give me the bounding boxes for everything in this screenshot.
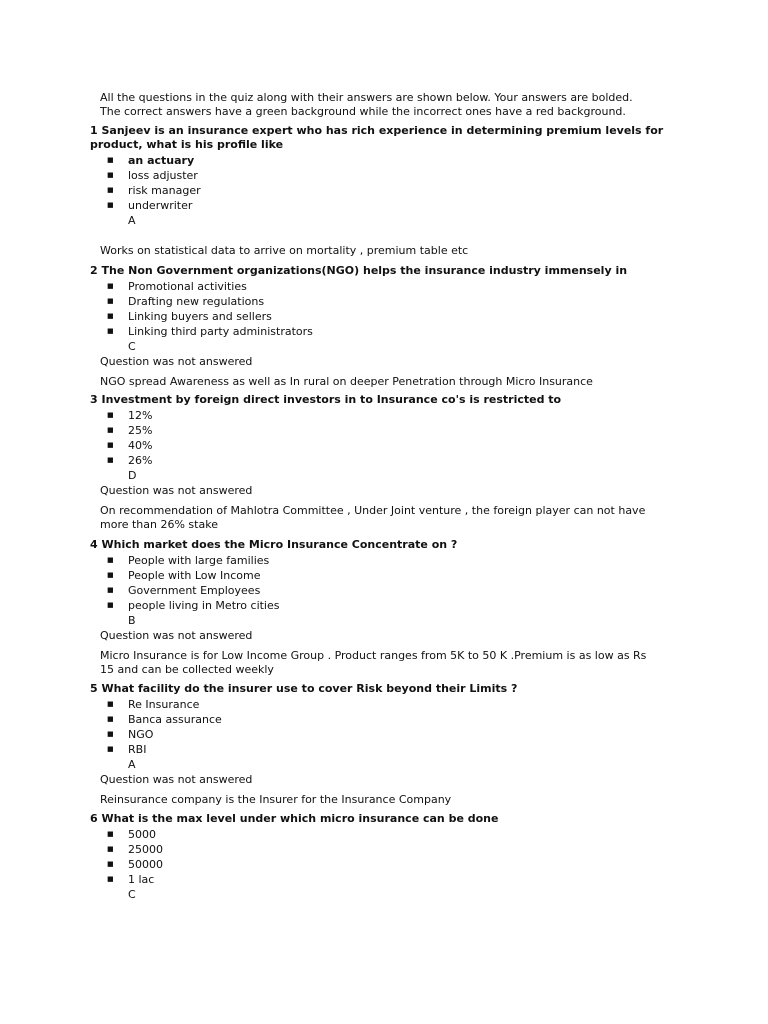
option-label: Banca assurance	[128, 713, 222, 726]
option-b	[90, 423, 690, 438]
bullet-icon: ■	[107, 571, 114, 579]
option-d	[90, 742, 690, 757]
options-list	[90, 697, 690, 757]
bullet-icon: ■	[107, 456, 114, 464]
bullet-icon: ■	[107, 601, 114, 609]
correct-answer: A	[128, 758, 136, 771]
correct-answer: B	[128, 614, 136, 627]
option-b	[90, 168, 690, 183]
question-title	[90, 812, 690, 826]
correct-answer: C	[128, 340, 136, 353]
correct-answer: D	[128, 469, 137, 482]
option-c	[90, 438, 690, 453]
option-c	[90, 583, 690, 598]
options-list	[90, 408, 690, 468]
option-a	[90, 153, 690, 168]
explanation-line: 15 and can be collected weekly	[100, 663, 274, 676]
question-title	[90, 264, 690, 278]
explanation-line: more than 26% stake	[100, 518, 218, 531]
correct-answer: C	[128, 888, 136, 901]
options-list	[90, 279, 690, 339]
option-label: people living in Metro cities	[128, 599, 280, 612]
option-a	[90, 279, 690, 294]
explanation-line: On recommendation of Mahlotra Committee , Under Joint venture , the foreign player can not have	[100, 504, 646, 517]
option-a	[90, 697, 690, 712]
option-b	[90, 294, 690, 309]
answer-status: Question was not answered	[100, 629, 253, 642]
bullet-icon: ■	[107, 556, 114, 564]
question-1	[90, 124, 690, 258]
option-label: Drafting new regulations	[128, 295, 265, 308]
option-label: risk manager	[128, 184, 201, 197]
option-d	[90, 872, 690, 887]
explanation: Reinsurance company is the Insurer for the Insurance Company	[100, 793, 452, 806]
bullet-icon: ■	[107, 700, 114, 708]
option-label: 50000	[128, 858, 163, 871]
correct-answer: A	[128, 214, 136, 227]
bullet-icon: ■	[107, 411, 114, 419]
explanation: NGO spread Awareness as well as In rural on deeper Penetration through Micro Insurance	[100, 375, 593, 388]
option-label: People with large families	[128, 554, 270, 567]
question-6	[90, 812, 690, 902]
option-label: 25%	[128, 424, 153, 437]
bullet-icon: ■	[107, 171, 114, 179]
options-list	[90, 153, 690, 213]
option-label: 25000	[128, 843, 163, 856]
bullet-icon: ■	[107, 312, 114, 320]
bullet-icon: ■	[107, 745, 114, 753]
option-c	[90, 857, 690, 872]
option-label: Linking buyers and sellers	[128, 310, 272, 323]
option-label: loss adjuster	[128, 169, 198, 182]
option-label: 40%	[128, 439, 153, 452]
bullet-icon: ■	[107, 201, 114, 209]
question-title-line: product, what is his profile like	[90, 138, 284, 151]
answer-status: Question was not answered	[100, 355, 253, 368]
option-label: RBI	[128, 743, 147, 756]
bullet-icon: ■	[107, 830, 114, 838]
question-2	[90, 264, 690, 389]
options-list	[90, 827, 690, 887]
bullet-icon: ■	[107, 730, 114, 738]
options-list	[90, 553, 690, 613]
option-a	[90, 408, 690, 423]
option-d	[90, 453, 690, 468]
question-title	[90, 393, 690, 407]
explanation	[90, 649, 690, 677]
option-c	[90, 309, 690, 324]
option-label: 26%	[128, 454, 153, 467]
bullet-icon: ■	[107, 860, 114, 868]
answer-status: Question was not answered	[100, 484, 253, 497]
option-d	[90, 598, 690, 613]
option-label: an actuary	[128, 154, 195, 167]
option-c	[90, 727, 690, 742]
option-label: Re Insurance	[128, 698, 200, 711]
question-title	[90, 124, 690, 152]
intro-line-2: The correct answers have a green background while the incorrect ones have a red background.	[100, 105, 626, 118]
question-title-line: 6 What is the max level under which micro insurance can be done	[90, 812, 499, 825]
answer-status: Question was not answered	[100, 773, 253, 786]
option-a	[90, 827, 690, 842]
bullet-icon: ■	[107, 426, 114, 434]
option-b	[90, 568, 690, 583]
bullet-icon: ■	[107, 156, 114, 164]
question-title	[90, 538, 690, 552]
bullet-icon: ■	[107, 297, 114, 305]
bullet-icon: ■	[107, 845, 114, 853]
option-d	[90, 324, 690, 339]
option-c	[90, 183, 690, 198]
intro-line-1: All the questions in the quiz along with their answers are shown below. Your answers are bolded.	[100, 91, 633, 104]
option-label: Promotional activities	[128, 280, 247, 293]
explanation	[90, 504, 690, 532]
explanation-line: Micro Insurance is for Low Income Group . Product ranges from 5K to 50 K .Premium is as low as Rs	[100, 649, 647, 662]
bullet-icon: ■	[107, 186, 114, 194]
question-4	[90, 538, 690, 677]
bullet-icon: ■	[107, 282, 114, 290]
question-title-line: 2 The Non Government organizations(NGO) helps the insurance industry immensely in	[90, 264, 628, 277]
bullet-icon: ■	[107, 586, 114, 594]
intro-text	[100, 91, 740, 119]
question-3	[90, 393, 690, 532]
bullet-icon: ■	[107, 441, 114, 449]
option-label: People with Low Income	[128, 569, 261, 582]
option-label: Government Employees	[128, 584, 261, 597]
option-label: underwriter	[128, 199, 193, 212]
bullet-icon: ■	[107, 715, 114, 723]
bullet-icon: ■	[107, 875, 114, 883]
bullet-icon: ■	[107, 327, 114, 335]
option-d	[90, 198, 690, 213]
question-title-line: 1 Sanjeev is an insurance expert who has rich experience in determining premium levels for	[90, 124, 664, 137]
explanation: Works on statistical data to arrive on mortality , premium table etc	[100, 244, 469, 257]
option-b	[90, 712, 690, 727]
question-title-line: 5 What facility do the insurer use to cover Risk beyond their Limits ?	[90, 682, 518, 695]
option-label: 12%	[128, 409, 153, 422]
option-label: 1 lac	[128, 873, 155, 886]
question-title	[90, 682, 690, 696]
option-label: Linking third party administrators	[128, 325, 313, 338]
question-title-line: 4 Which market does the Micro Insurance Concentrate on ?	[90, 538, 458, 551]
question-title-line: 3 Investment by foreign direct investors in to Insurance co's is restricted to	[90, 393, 562, 406]
option-b	[90, 842, 690, 857]
question-5	[90, 682, 690, 807]
option-label: 5000	[128, 828, 156, 841]
option-label: NGO	[128, 728, 154, 741]
option-a	[90, 553, 690, 568]
